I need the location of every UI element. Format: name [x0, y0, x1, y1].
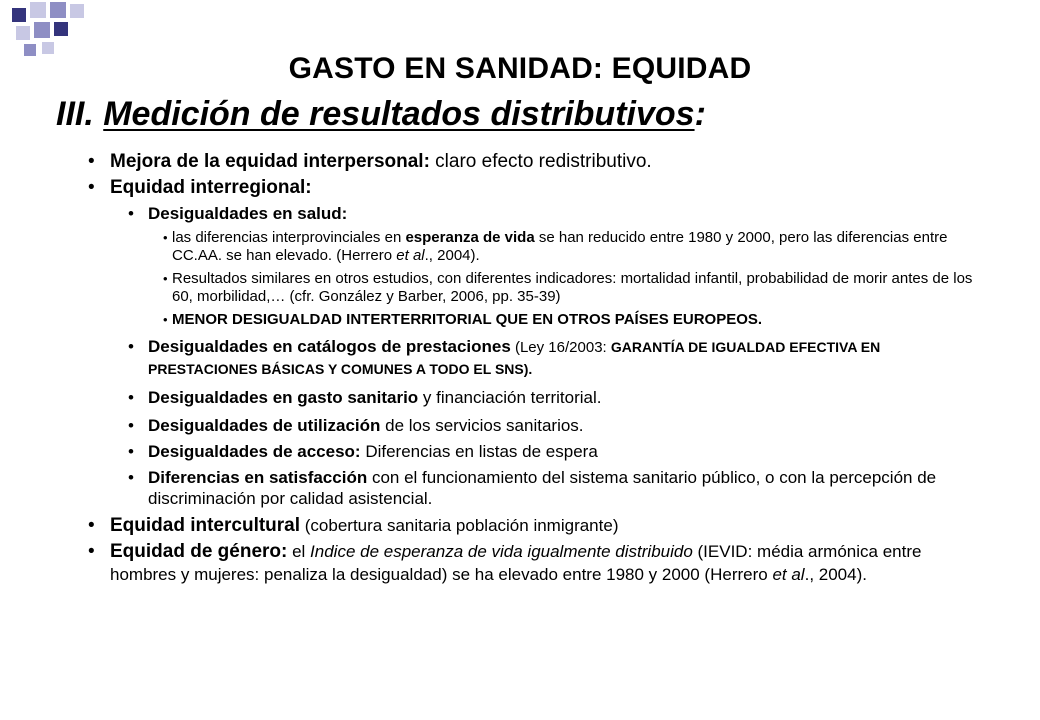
item-text: (Ley 16/2003:	[510, 339, 611, 356]
item-bold: esperanza de vida	[405, 229, 535, 246]
bullet-icon: •	[128, 442, 134, 461]
subtitle-colon: :	[694, 95, 706, 133]
list-item-utilizacion	[128, 415, 978, 436]
item-bold: Desigualdades en gasto sanitario	[148, 388, 419, 407]
bullet-icon: •	[128, 388, 134, 407]
item-text: las diferencias interprovinciales en	[172, 229, 406, 246]
bullet-icon: •	[88, 177, 95, 198]
item-bold: Equidad interregional:	[110, 177, 312, 198]
bullet-icon: •	[163, 230, 168, 245]
subtitle-text: Medición de resultados distributivos	[103, 95, 695, 133]
list-item-esperanza-vida	[163, 229, 978, 265]
item-bold: Desigualdades en catálogos de prestaciones	[148, 337, 511, 356]
item-bold: Equidad de género:	[110, 541, 288, 562]
list-item-interregional	[88, 176, 978, 199]
item-text: ., 2004).	[424, 247, 480, 264]
item-bold: Desigualdades de utilización	[148, 416, 381, 435]
slide-content	[88, 150, 978, 589]
bullet-icon: •	[88, 151, 95, 172]
item-text: Resultados similares en otros estudios, con diferentes indicadores: mortalidad infantil, probabilidad de morir antes de los 60, morbilidad,… (cfr. González y Barber, 2006, pp. 35-39)	[172, 270, 973, 305]
list-item-interpersonal	[88, 150, 978, 173]
item-text: (cobertura sanitaria población inmigrante)	[300, 516, 619, 535]
list-item-menor-desigualdad	[163, 311, 978, 329]
list-item-resultados-similares	[163, 270, 978, 306]
list-item-catalogos	[128, 336, 978, 380]
logo-square	[54, 22, 68, 36]
bullet-icon: •	[128, 416, 134, 435]
list-item-intercultural	[88, 514, 978, 537]
item-bold: Diferencias en satisfacción	[148, 468, 368, 487]
slide-subtitle	[56, 95, 706, 134]
item-text: con el funcionamiento del sistema sanitario público, o con la percepción de discriminación por calidad asistencial.	[148, 468, 937, 508]
decorative-squares-logo	[10, 2, 90, 56]
item-bold: Desigualdades en salud:	[148, 204, 348, 223]
item-bold: Equidad intercultural	[110, 515, 301, 536]
bullet-icon: •	[88, 541, 95, 562]
item-italic: et al	[772, 565, 805, 584]
item-italic: Indice de esperanza de vida igualmente distribuido	[310, 542, 693, 561]
logo-square	[70, 4, 84, 18]
logo-square	[34, 22, 50, 38]
bullet-icon: •	[128, 468, 134, 487]
logo-square	[16, 26, 30, 40]
item-italic: et al	[396, 247, 425, 264]
item-bold: Desigualdades de acceso:	[148, 442, 361, 461]
item-text: el	[287, 542, 311, 561]
list-item-salud	[128, 203, 978, 224]
bullet-icon: •	[128, 204, 134, 223]
list-item-acceso	[128, 441, 978, 462]
item-caps: GARANTÍA DE IGUALDAD EFECTIVA EN PRESTACIONES BÁSICAS Y COMUNES A TODO EL SNS).	[148, 339, 881, 377]
item-text: y financiación territorial.	[418, 388, 602, 407]
item-bold: Mejora de la equidad interpersonal:	[110, 151, 430, 172]
list-item-satisfaccion	[128, 467, 978, 509]
list-item-gasto-sanitario	[128, 387, 978, 408]
logo-square	[30, 2, 46, 18]
item-text: ., 2004).	[804, 565, 867, 584]
logo-square	[50, 2, 66, 18]
item-text: Diferencias en listas de espera	[360, 442, 598, 461]
bullet-icon: •	[163, 312, 168, 327]
subtitle-numeral: III.	[56, 95, 104, 133]
item-bold: MENOR DESIGUALDAD INTERTERRITORIAL QUE EN OTROS PAÍSES EUROPEOS.	[172, 311, 763, 328]
slide-title: GASTO EN SANIDAD: EQUIDAD	[288, 52, 752, 85]
bullet-icon: •	[88, 515, 95, 536]
logo-square	[12, 8, 26, 22]
bullet-icon: •	[163, 271, 168, 286]
item-text: (IEVID: média armónica entre hombres y mujeres: penaliza la desigualdad) se ha elevado entre 1980 y 2000 (Herrero	[110, 542, 922, 584]
list-item-genero	[88, 540, 978, 586]
item-text: se han reducido entre 1980 y 2000, pero las diferencias entre CC.AA. se han elevado. (Herrero	[172, 229, 948, 264]
bullet-icon: •	[128, 337, 134, 356]
item-text: de los servicios sanitarios.	[380, 416, 584, 435]
item-text: claro efecto redistributivo.	[429, 151, 652, 172]
